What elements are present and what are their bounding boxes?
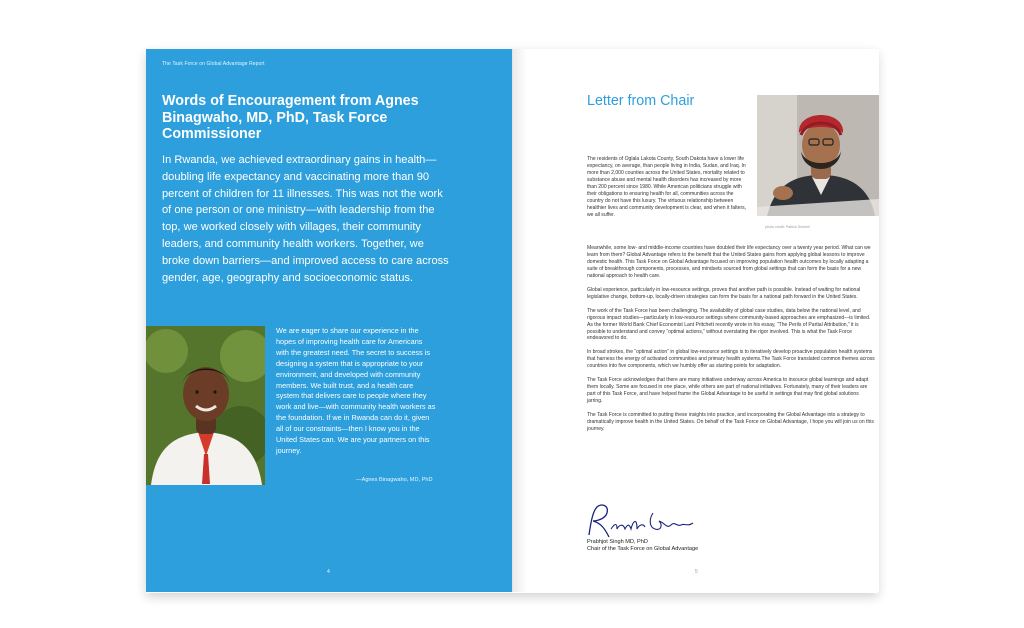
running-head: The Task Force on Global Advantage Report — [162, 61, 265, 67]
right-page-title: Letter from Chair — [587, 93, 695, 109]
letter-paragraph: The Task Force is committed to putting these insights into practice, and incorporating the Global Advantage into a strategy to dramatically improve health in the United States. On behalf of the Task Force on Global Advantage, I hope you will join us on this journey. — [587, 412, 874, 433]
gutter-shadow — [513, 49, 527, 592]
letter-paragraph: Global experience, particularly in low-resource settings, proves that another path is possible. Instead of waiting for national legislative change, bottom-up, locally-driven strategies can form the basis for a national path forward in the United States. — [587, 286, 861, 300]
page-number-left: 4 — [327, 569, 330, 575]
page-number-right: 5 — [695, 569, 698, 575]
chair-photo — [757, 95, 879, 216]
left-page — [146, 49, 512, 592]
chair-photo-illustration — [757, 95, 879, 216]
photo-credit: photo credit: Patrick Schnell — [765, 225, 810, 229]
letter-paragraph: In broad strokes, the “optimal action” in global low-resource settings is to iteratively develop proactive population health systems that harness the energy of activated communities and primary health systems.The Task Force translated common themes across countries into five components, which we humbly offer as starting points for adaptation. — [587, 349, 875, 370]
portrait-photo-agnes — [146, 326, 265, 485]
right-page — [512, 49, 879, 592]
letter-paragraph: The work of the Task Force has been challenging. The availability of global case studies, data below the national level, and rigorous impact studies—particularly in low-resource settings where community-based approaches are emphasized—is limited. As the former World Bank Chief Economist Lant Pritchett recently wrote in his essay, “The Perils of Partial Attribution,” it is possible to understand and convey “optimal actions,” without overstating the rigor involved. This is what the Task Force endeavored to do. — [587, 307, 871, 342]
letter-first-paragraph: The residents of Oglala Lakota County, South Dakota have a lower life expectancy, on average, than people living in India, Sudan, and Iraq. In more than 2,000 counties across the United States, mortality related to substance abuse and mental health disorders has increased by more than 200 percent since 1980. While American politicians struggle with their obligations to ensuring health for all, communities across the country do not have this luxury. The virtuous relationship between healthier lives and community development is clear, and when it falters, we all suffer. — [587, 156, 747, 218]
quote-attribution: —Agnes Binagwaho, MD, PhD — [356, 477, 433, 483]
letter-body — [587, 245, 875, 440]
left-intro-text: In Rwanda, we achieved extraordinary gains in health—doubling life expectancy and vaccinating more than 90 percent of children for 11 illnesses. This was not the work of one person or one ministry—with leadership from the top, we worked closely with villages, their community leaders, and community health workers. Together, we broke down barriers—and improved access to care across gender, age, geography and socioeconomic status. — [162, 154, 449, 284]
commissioner-quote: We are eager to share our experience in the hopes of improving health care for Americans with the greatest need. The secret to success is designing a system that is appropriate to your environment, and developed with community members. We built trust, and a health care system that delivers care to people where they work and live—with community health workers as the foundation. If we in Rwanda can do it, given all of our constraints—then I know you in the United States can. We are your partners on this journey. — [276, 326, 436, 455]
portrait-illustration — [146, 326, 265, 485]
letter-paragraph: Meanwhile, some low- and middle-income countries have doubled their life expectancy over a twenty year period. What can we learn from them? Global Advantage refers to the benefit that the United States gains from applying global lessons to improve domestic health. This Task Force on Global Advantage focused on improving population health outcomes by locally adapting a suite of breakthrough components, processes, and mindsets sourced from global settings that can form the basis for a new national approach to health care. — [587, 245, 871, 279]
signer-name: Prabhjot Singh MD, PhD — [587, 539, 648, 545]
letter-paragraph: The Task Force acknowledges that there are many initiatives underway across America to insource global learnings and adapt them locally. Some are focused in one place, while others are part of national initiatives. Fortunately, many of their leaders are part of this Task Force, and have helped frame the Global Advantage to be useful in settings that may find global solutions jarring. — [587, 377, 869, 405]
left-page-title: Words of Encouragement from Agnes Binagwaho, MD, PhD, Task Force Commissioner — [162, 93, 419, 143]
signer-role: Chair of the Task Force on Global Advantage — [587, 546, 699, 552]
